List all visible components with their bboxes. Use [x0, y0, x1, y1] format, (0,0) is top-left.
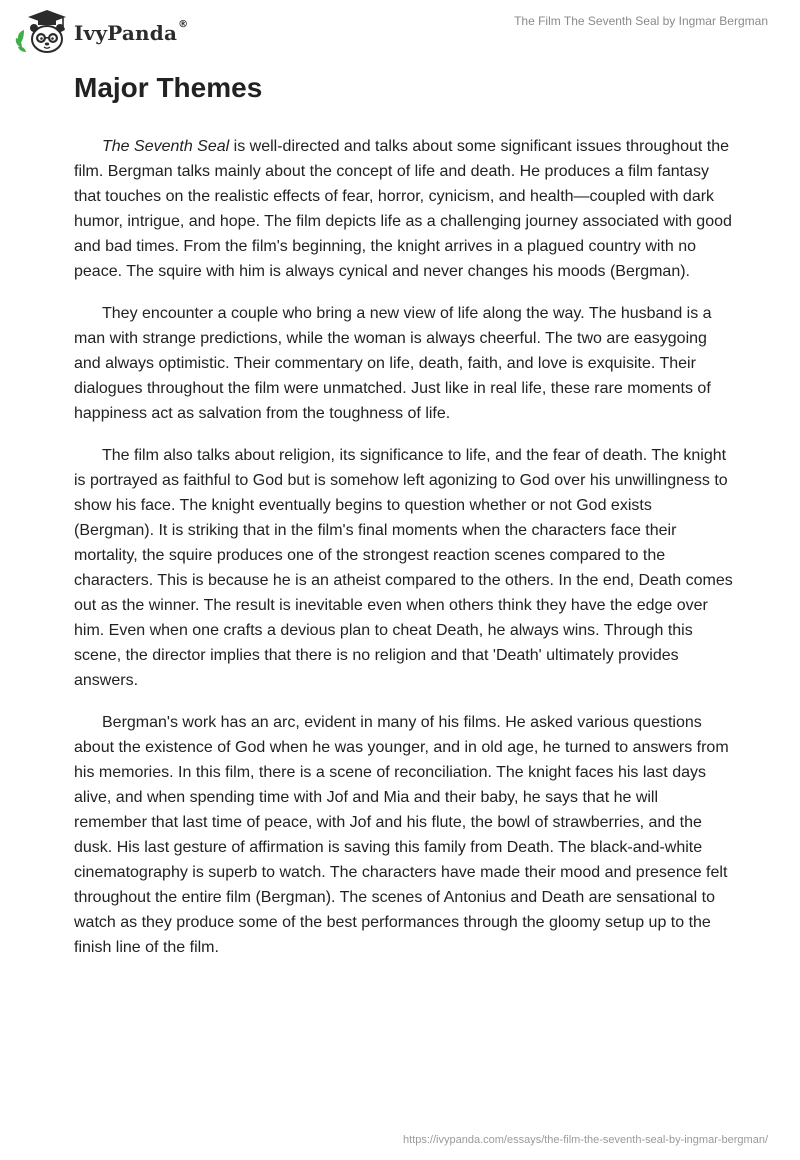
- paragraph-1-text: is well-directed and talks about some significant issues throughout the film. Bergman talks mainly about the concept of life and death. He produces a film fantasy that touches on the realistic effects of fear, horror, cynicism, and health—coupled with dark humor, intrigue, and hope. The film depicts life as a challenging journey associated with good and bad times. From the film's beginning, the knight arrives in a plagued country with no peace. The squire with him is always cynical and never changes his moods (Bergman).: [74, 138, 732, 280]
- paragraph-3: The film also talks about religion, its significance to life, and the fear of death. The knight is portrayed as faithful to God but is somehow left agonizing to God over his unwillingness to show his face. The knight eventually begins to question whether or not God exists (Bergman). It is striking that in the film's final moments when the characters face their mortality, the squire produces one of the strongest reaction scenes compared to the characters. This is because he is an atheist compared to the others. In the end, Death comes out as the winner. The result is inevitable even when others think they have the edge over him. Even when one crafts a devious plan to cheat Death, he always wins. Through this scene, the director implies that there is no religion and that 'Death' ultimately provides answers.: [74, 447, 733, 689]
- paragraph-4: Bergman's work has an arc, evident in many of his films. He asked various questions about the existence of God when he was younger, and in old age, he turned to answers from his memories. In this film, there is a scene of reconciliation. The knight faces his last days alive, and when spending time with Jof and Mia and their baby, he says that he will remember that last time of peace, with Jof and his flute, the bowl of strawberries, and the dusk. His last gesture of affirmation is saving this family from Death. The black-and-white cinematography is superb to watch. The characters have made their mood and presence felt throughout the entire film (Bergman). The scenes of Antonius and Death are sensational to watch as they produce some of the best performances through the gloomy setup up to the finish line of the film.: [74, 714, 729, 956]
- source-url[interactable]: https://ivypanda.com/essays/the-film-the-seventh-seal-by-ingmar-bergman/: [403, 1134, 768, 1146]
- registered-mark: ®: [178, 19, 189, 30]
- panda-graduate-icon: [14, 8, 70, 56]
- article-body: [74, 134, 734, 977]
- ivypanda-logo[interactable]: [14, 8, 188, 56]
- logo-name: IvyPanda: [74, 21, 178, 45]
- paragraph-1: [74, 134, 734, 284]
- page-header: [0, 0, 800, 60]
- paragraph-2: They encounter a couple who bring a new view of life along the way. The husband is a man with strange predictions, while the woman is always cheerful. The two are easygoing and always optimistic. Their commentary on life, death, faith, and love is exquisite. Their dialogues throughout the film were unmatched. Just like in real life, these rare moments of happiness act as salvation from the toughness of life.: [74, 305, 712, 422]
- film-title-italic: The Seventh Seal: [102, 138, 230, 155]
- logo-wordmark: [74, 21, 188, 45]
- section-heading: Major Themes: [74, 72, 263, 103]
- document-title: The Film The Seventh Seal by Ingmar Bergman: [514, 14, 768, 28]
